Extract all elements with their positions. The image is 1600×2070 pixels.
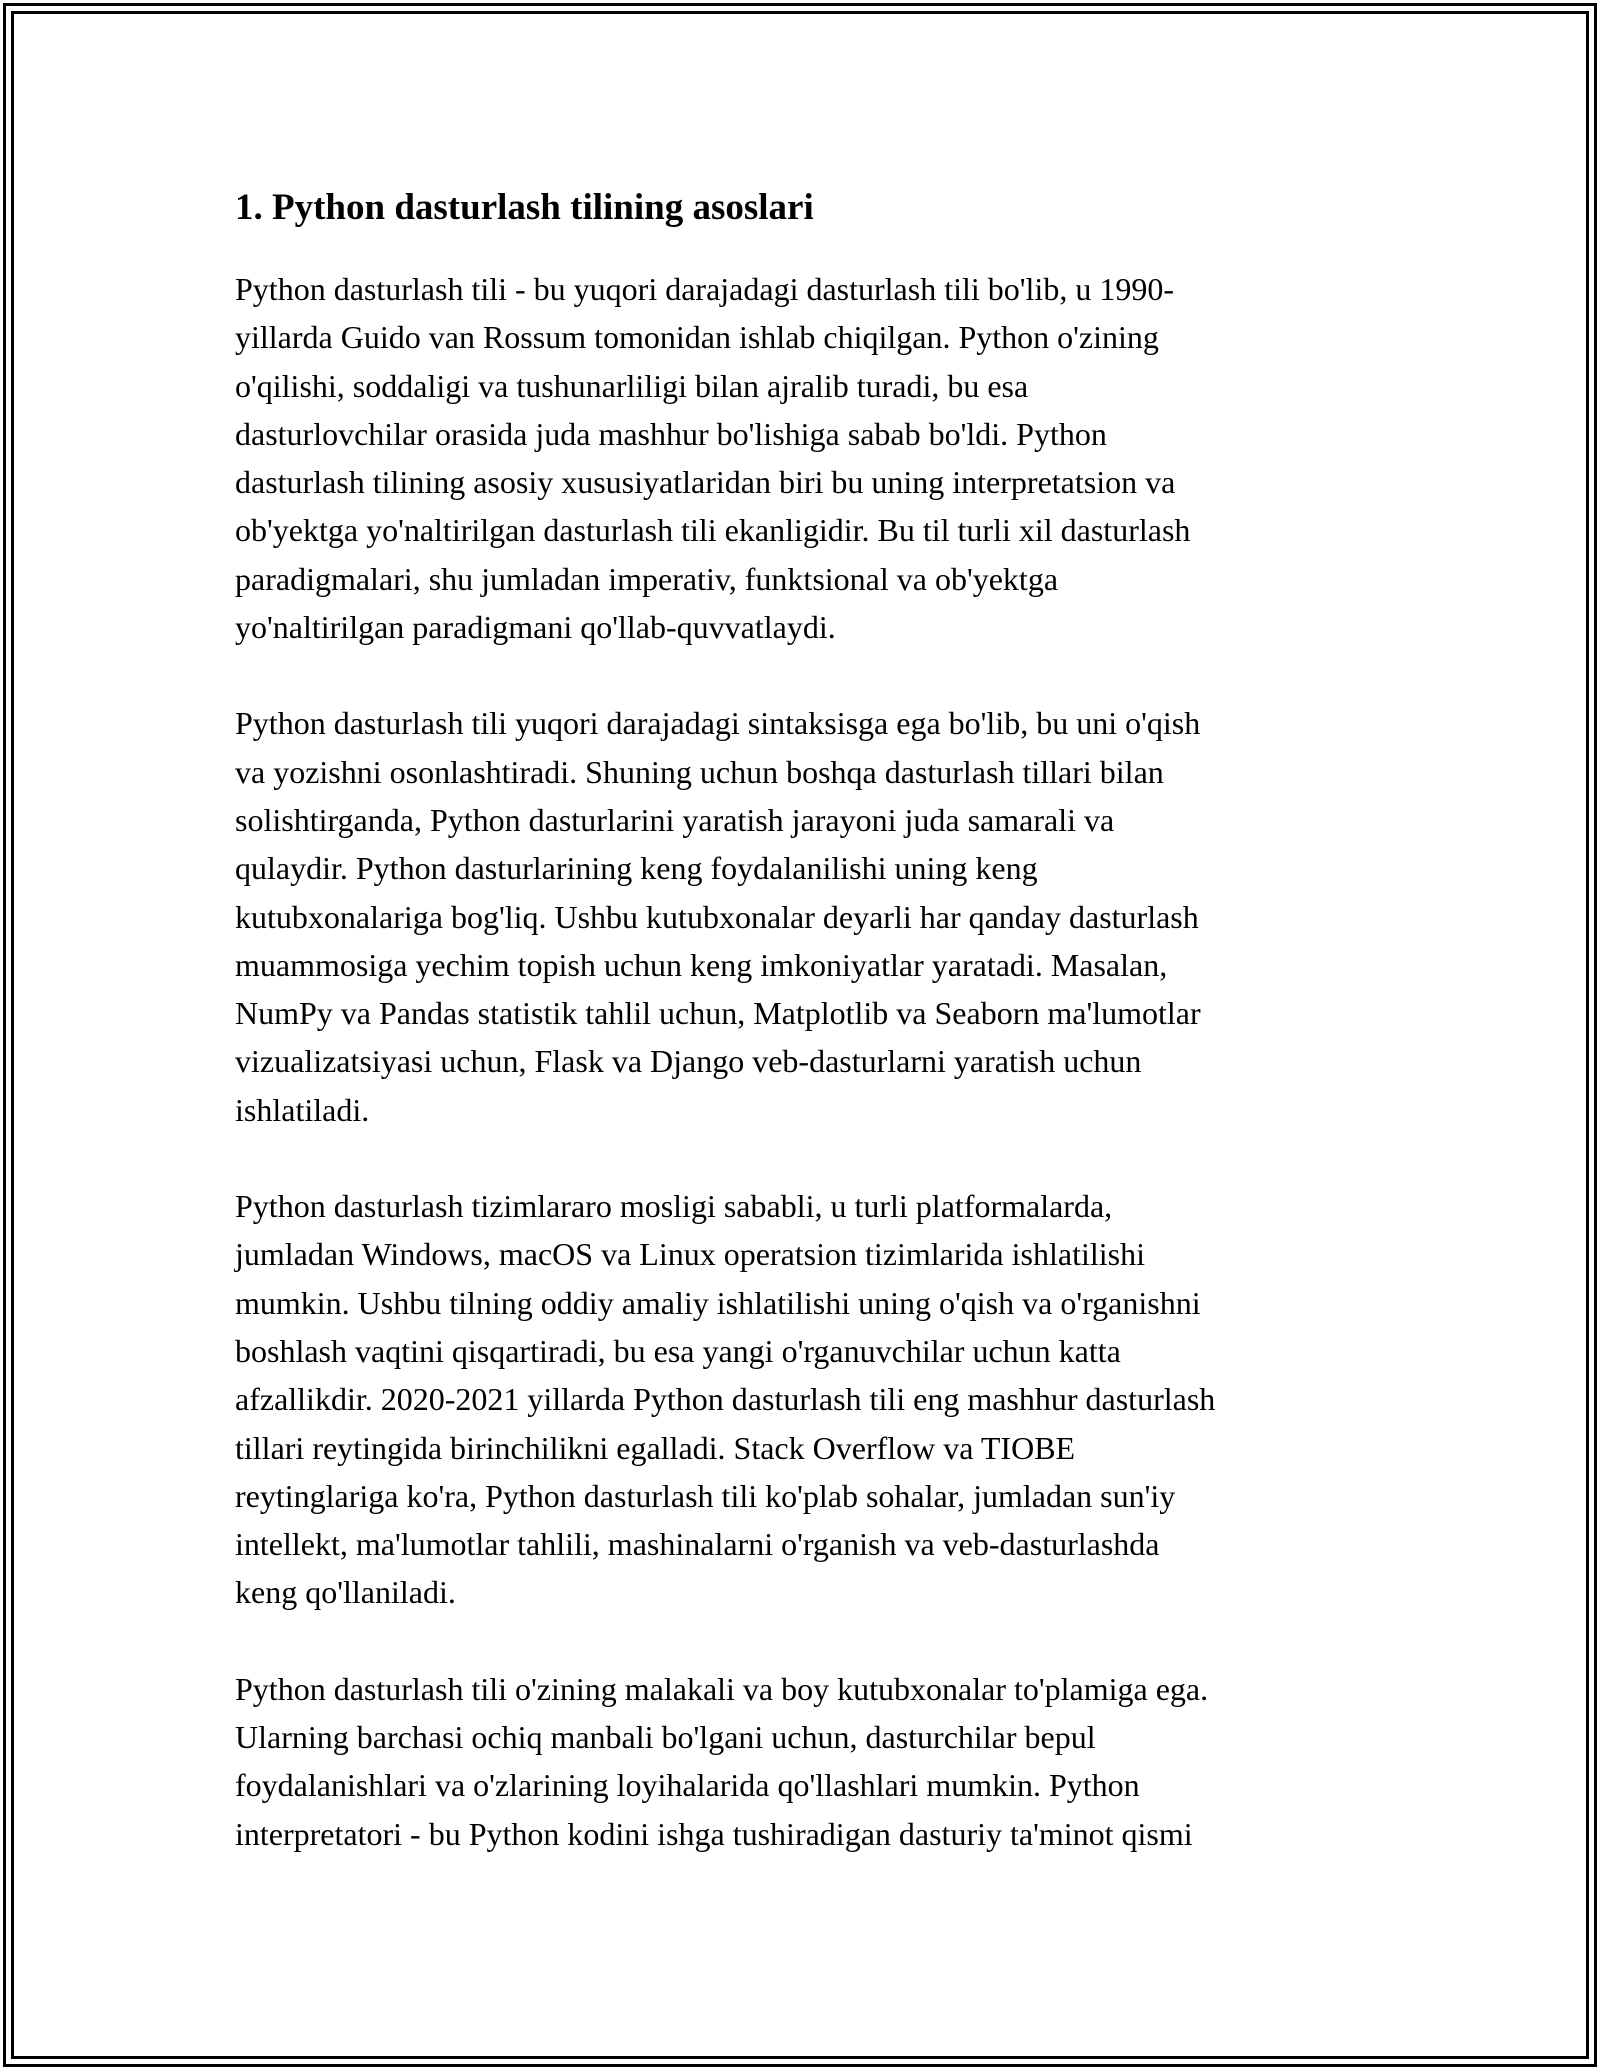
paragraph-4: Python dasturlash tili o'zining malakali va boy kutubxonalar to'plamiga ega. Ularning barchasi ochiq manbali bo'lgani uchun, dasturchilar bepul foydalanishlari va o'zlarining loyihalarida qo'llashlari mumkin. Python interpretatori - bu Python kodini ishga tushiradigan dasturiy ta'minot qismi [235, 1670, 1209, 1852]
document-body [235, 185, 1375, 1906]
section-title: 1. Python dasturlash tilining asoslari [235, 187, 814, 228]
paragraph-1: Python dasturlash tili - bu yuqori darajadagi dasturlash tili bo'lib, u 1990- yillarda Guido van Rossum tomonidan ishlab chiqilgan. Python o'zining o'qilishi, soddaligi va tushunarliligi bilan ajralib turadi, bu esa dasturlovchilar orasida juda mashhur bo'lishiga sabab bo'ldi. Python dasturlash tilining asosiy xususiyatlaridan biri bu uning interpretatsion va ob'yektga yo'naltirilgan dasturlash tili ekanligidir. Bu til turli xil dasturlash paradigmalari, shu jumladan imperativ, funktsional va ob'yektga yo'naltirilgan paradigmani qo'llab-quvvatlaydi. [235, 271, 1191, 646]
paragraph-2: Python dasturlash tili yuqori darajadagi sintaksisga ega bo'lib, bu uni o'qish va yozishni osonlashtiradi. Shuning uchun boshqa dasturlash tillari bilan solishtirganda, Python dasturlarini yaratish jarayoni juda samarali va qulaydir. Python dasturlarining keng foydalanilishi uning keng kutubxonalariga bog'liq. Ushbu kutubxonalar deyarli har qanday dasturlash muammosiga yechim topish uchun keng imkoniyatlar yaratadi. Masalan, NumPy va Pandas statistik tahlil uchun, Matplotlib va Seaborn ma'lumotlar vizualizatsiyasi uchun, Flask va Django veb-dasturlarni yaratish uchun ishlatiladi. [235, 705, 1201, 1128]
paragraph-3: Python dasturlash tizimlararo mosligi sababli, u turli platformalarda, jumladan Windows, macOS va Linux operatsion tizimlarida ishlatilishi mumkin. Ushbu tilning oddiy amaliy ishlatilishi uning o'qish va o'rganishni boshlash vaqtini qisqartiradi, bu esa yangi o'rganuvchilar uchun katta afzallikdir. 2020-2021 yillarda Python dasturlash tili eng mashhur dasturlash tillari reytingida birinchilikni egalladi. Stack Overflow va TIOBE reytinglariga ko'ra, Python dasturlash tili ko'plab sohalar, jumladan sun'iy intellekt, ma'lumotlar tahlili, mashinalarni o'rganish va veb-dasturlashda keng qo'llaniladi. [235, 1188, 1216, 1611]
